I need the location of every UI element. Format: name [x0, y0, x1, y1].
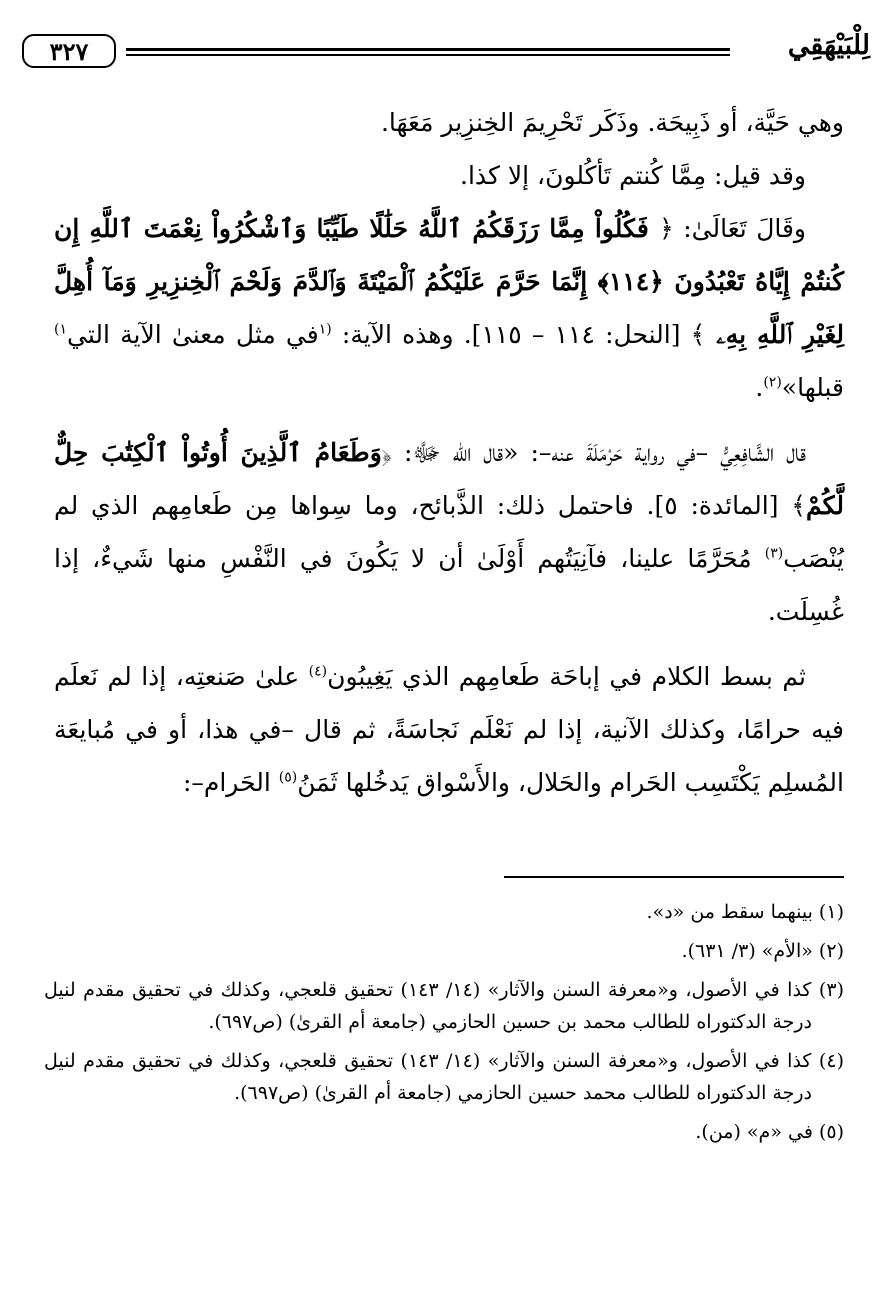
running-title: لِلْبَيْهَقِي — [787, 30, 870, 61]
footnote-separator — [504, 876, 844, 878]
footnote-2: (٢) «الأم» (٣/ ٦٣١). — [681, 940, 844, 962]
footnote-mark-1-open: (١ — [318, 321, 332, 338]
paragraph-2: وقد قيل: مِمَّا كُنتم تَأكُلونَ، إلا كذا. — [460, 161, 806, 190]
page-number: ٣٢٧ — [22, 34, 116, 68]
p4-intro: قال الشَّافِعِيُّ –في رواية حَرْمَلَةَ عنه–: «قال الله ﷻ: ﴿ — [381, 438, 806, 467]
page-header — [22, 28, 870, 74]
p5-end: الحَرام–: — [182, 768, 279, 797]
p5-middle: علىٰ صَنعتِه، إذا لم نَعلَم فيه حرامًا، وكذلك الآنية، إذا لم نَعْلَم نَجاسَةً، ثم قال –في هذا، أو في مُبايعَة المُسلِم يَكْتَسِب الحَرام والحَلال، والأَسْواق يَدخُلها ثَمَنُ — [54, 662, 844, 797]
footnote-5: (٥) في «م» (من). — [695, 1121, 844, 1143]
paragraph-5 — [54, 650, 844, 809]
footnote-3: (٣) كذا في الأصول، و«معرفة السنن والآثار» (١٤/ ١٤٣) تحقيق قلعجي، وكذلك في تحقيق مقدم لنيل درجة الدكتوراه للطالب محمد بن حسين الحازمي (جامعة أم القرىٰ) (ص٦٩٧). — [44, 979, 844, 1033]
quran-verse-nahl: فَكُلُواْ مِمَّا رَزَقَكُمُ ٱللَّهُ حَلَٰلًا طَيِّبًا وَٱشْكُرُواْ نِعْمَتَ ٱللَّهِ إِن كُنتُمْ إِيَّاهُ تَعْبُدُونَ ﴿١١٤﴾ إِنَّمَا حَرَّمَ عَلَيْكُمُ ٱلْمَيْتَةَ وَٱلدَّمَ وَلَحْمَ ٱلْخِنزِيرِ وَمَآ أُهِلَّ لِغَيْرِ ٱللَّهِ بِهِۦ — [54, 214, 845, 349]
main-text — [54, 96, 844, 809]
p3-final: . — [755, 373, 764, 402]
p3-citation: ﴾ [النحل: ١١٤ – ١١٥]. وهذه الآية: — [331, 320, 706, 349]
p3-intro: وقَالَ تَعَالَىٰ: ﴿ — [659, 214, 806, 243]
footnote-mark-3: (٣) — [764, 545, 784, 562]
header-rule — [126, 48, 730, 56]
footnote-1: (١) بينهما سقط من «د». — [646, 901, 844, 923]
paragraph-1: وهي حَيَّة، أو ذَبِيحَة. وذَكَر تَحْرِيمَ الخِنزِير مَعَهَا. — [380, 108, 844, 137]
footnote-mark-4: (٤) — [308, 663, 328, 680]
p5-intro: ثم بسط الكلام في إباحَة طَعامِهم الذي يَغِيبُون — [327, 662, 806, 691]
footnote-4: (٤) كذا في الأصول، و«معرفة السنن والآثار» (١٤/ ١٤٣) تحقيق قلعجي، وكذلك في تحقيق مقدم لنيل درجة الدكتوراه للطالب محمد حسين الحازمي (جامعة أم القرىٰ) (ص٦٩٧). — [44, 1050, 844, 1104]
footnotes — [44, 896, 844, 1155]
p4-end: مُحَرَّمًا علينا، فآنِيَتُهم أَوْلَىٰ أن لا يَكُونَ في النَّفْسِ منها شَيءٌ، إذا غُسِلَت. — [54, 544, 844, 626]
p3-end: قبلها» — [781, 373, 844, 402]
footnote-mark-2: (٢) — [763, 374, 782, 391]
paragraph-4 — [54, 426, 844, 638]
p4-text: ﴾ [المائدة: ٥]. فاحتمل ذلك: الذَّبائح، وما سِواها مِن طَعامِهم الذي لم يُنْصَب — [54, 491, 844, 573]
footnote-mark-5: (٥) — [278, 769, 298, 786]
footnote-mark-1-close: ١) — [54, 321, 67, 338]
paragraph-3 — [54, 202, 844, 414]
quran-verse-maidah: وَطَعَامُ ٱلَّذِينَ أُوتُواْ ٱلْكِتَٰبَ حِلٌّ لَّكُمْ — [54, 438, 845, 520]
p3-middle: في مثل معنىٰ الآية التي — [67, 320, 319, 349]
